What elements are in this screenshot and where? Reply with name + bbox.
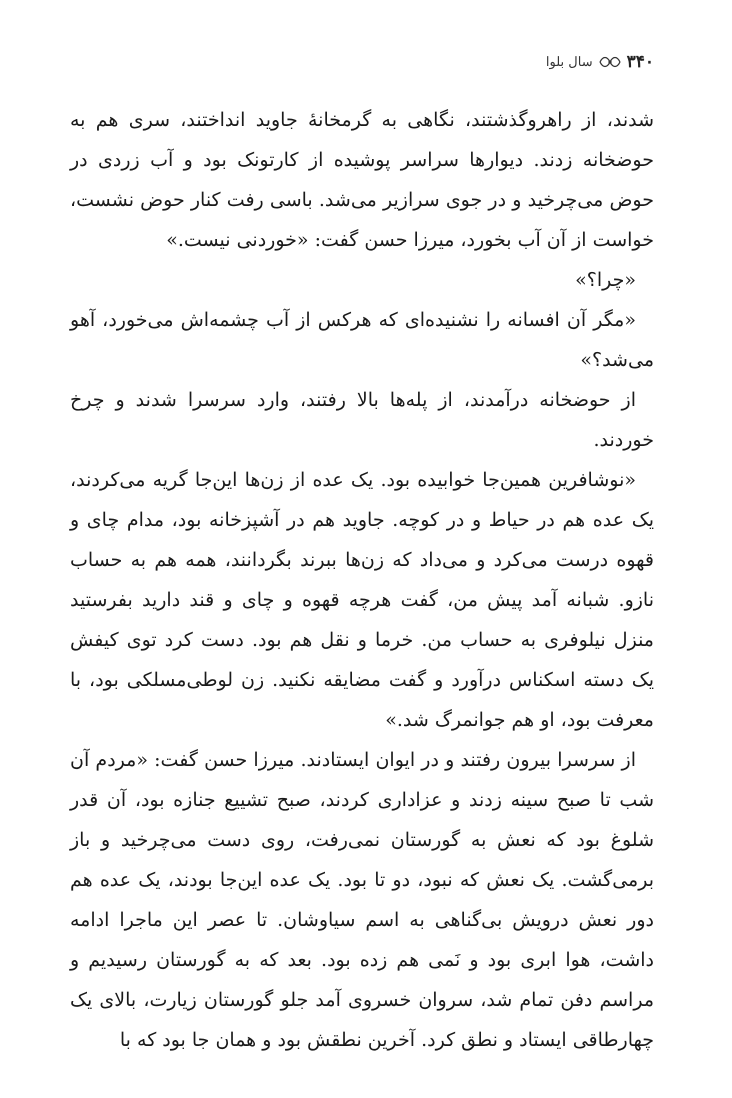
paragraph: «چرا؟» bbox=[575, 269, 636, 291]
page-number: ۳۴۰ bbox=[626, 52, 654, 72]
body-text bbox=[70, 100, 654, 1060]
decorative-ornament-icon bbox=[599, 55, 621, 69]
paragraph: «نوشافرین همین‌جا خوابیده بود. یک عده از زن‌ها این‌جا گریه می‌کردند، یک عده هم در حیاط و در کوچه. جاوید هم در آشپزخانه بود، مدام چای و قهوه درست می‌کرد و می‌داد که زن‌ها ببرند بگردانند، همه هم به حساب نازو. شبانه آمد پیش من، گفت هرچه قهوه و چای و قند دارید بفرستید منزل نیلوفری به حساب من. خرما و نقل هم بود. دست کرد توی کیفش یک دسته اسکناس درآورد و گفت مضایقه نکنید. زن لوطی‌مسلکی بود، با معرفت بود، او هم جوانمرگ شد.» bbox=[70, 469, 654, 731]
paragraph: شدند، از راهروگذشتند، نگاهی به گرمخانهٔ جاوید انداختند، سری هم به حوضخانه زدند. دیوارها سراسر پوشیده از کارتونک بود و آب زردی در حوض می‌چرخید و در جوی سرازیر می‌شد. باسی رفت کنار حوض نشست، خواست از آن آب بخورد، میرزا حسن گفت: «خوردنی نیست.» bbox=[70, 109, 654, 251]
book-title: سال بلوا bbox=[545, 54, 593, 70]
running-header bbox=[546, 52, 654, 72]
paragraph: از سرسرا بیرون رفتند و در ایوان ایستادند. میرزا حسن گفت: «مردم آن شب تا صبح سینه زدند و عزاداری کردند، صبح تشییع جنازه بود، آن قدر شلوغ بود که نعش به گورستان نمی‌رفت، روی دست می‌چرخید و باز برمی‌گشت. یک نعش که نبود، دو تا بود. یک عده این‌جا بودند، یک عده هم دور نعش درویش بی‌گناهی به اسم سیاوشان. تا عصر این ماجرا ادامه داشت، هوا ابری بود و نَمی هم زده بود. بعد که به گورستان رسیدیم و مراسم دفن تمام شد، سروان خسروی آمد جلو گورستان زیارت، بالای یک چهارطاقی ایستاد و نطق کرد. آخرین نطقش بود و همان جا بود که با bbox=[70, 749, 654, 1051]
paragraph: از حوضخانه درآمدند، از پله‌ها بالا رفتند، وارد سرسرا شدند و چرخ خوردند. bbox=[70, 389, 654, 451]
paragraph: «مگر آن افسانه را نشنیده‌ای که هرکس از آب چشمه‌اش می‌خورد، آهو می‌شد؟» bbox=[70, 309, 654, 371]
